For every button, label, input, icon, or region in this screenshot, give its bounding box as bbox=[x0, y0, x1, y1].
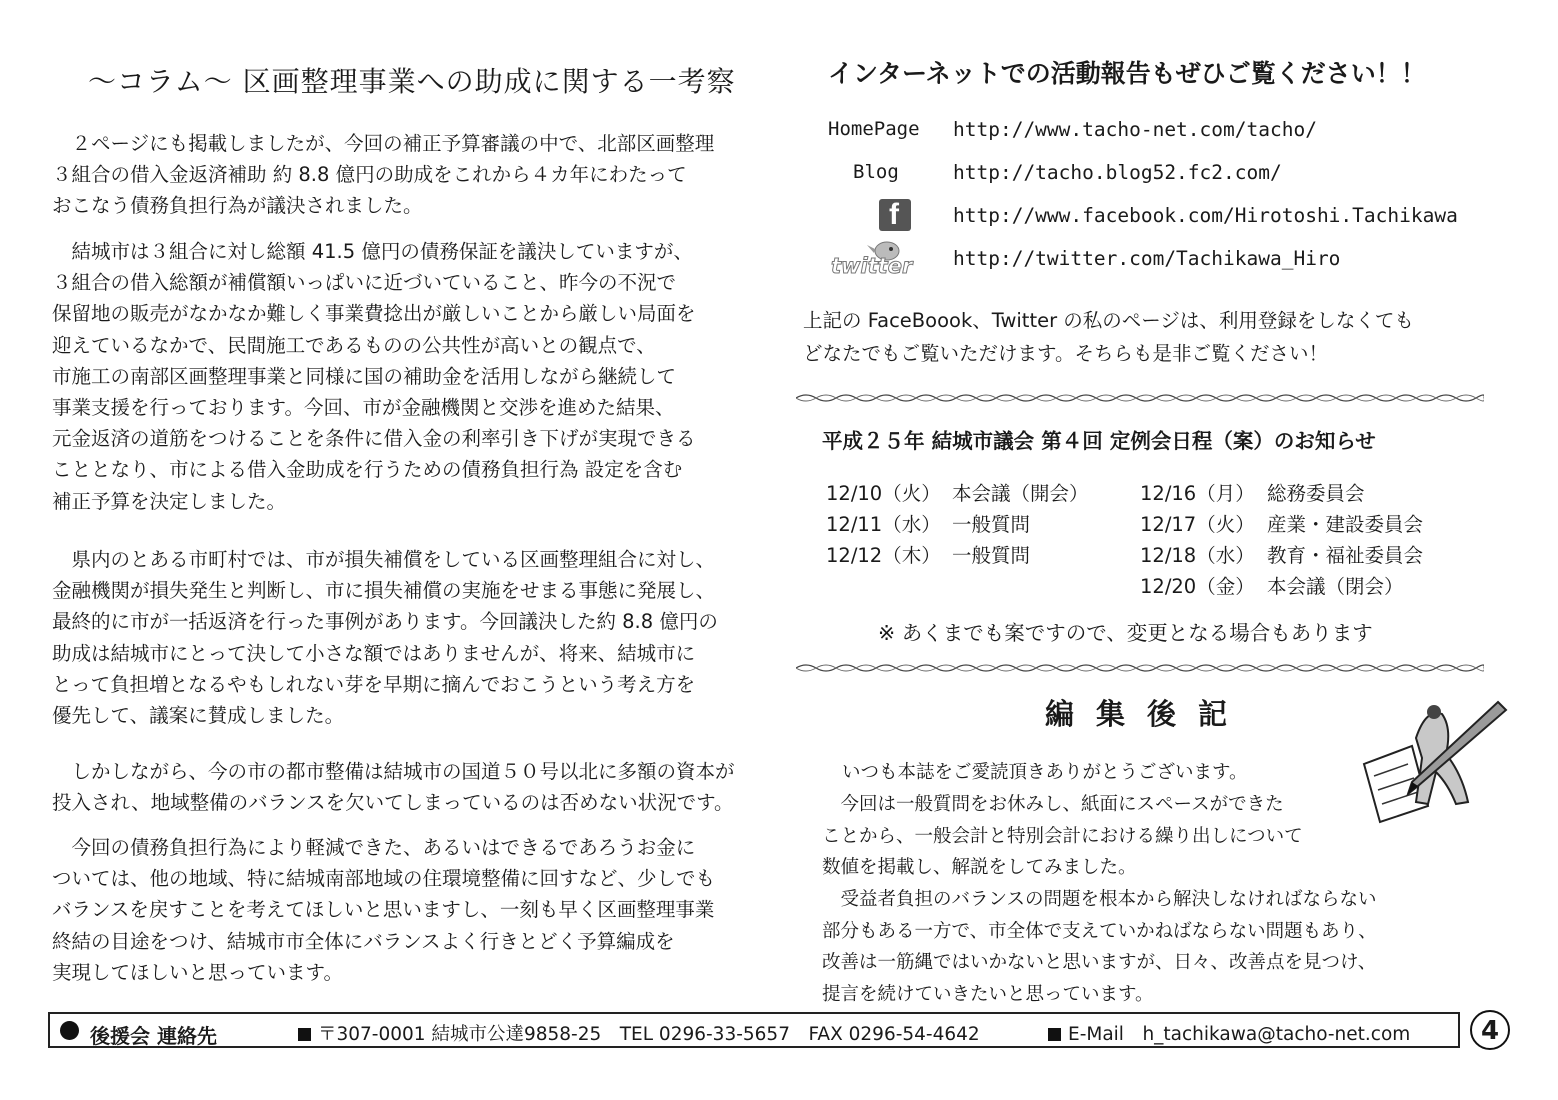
internet-note-line: 上記の FaceBoook、Twitter の私のページは、利用登録をしなくても bbox=[803, 309, 1414, 332]
column-text-line: ３組合の借入総額が補償額いっぱいに近づいていること、昨今の不況で bbox=[52, 271, 677, 295]
schedule-date: 12/17（火） bbox=[1140, 513, 1255, 536]
column-paragraph-3 bbox=[52, 544, 718, 731]
twitter-icon bbox=[829, 240, 923, 278]
page-number: 4 bbox=[1470, 1010, 1510, 1050]
twitter-wordmark: twitter bbox=[831, 254, 913, 278]
schedule-date: 12/11（水） bbox=[826, 513, 941, 536]
editorial-line: 受益者負担のバランスの問題を根本から解決しなければならない bbox=[822, 889, 1377, 910]
schedule-title: 平成２５年 結城市議会 第４回 定例会日程（案）のお知らせ bbox=[822, 429, 1376, 453]
footer-address-text: 〒307-0001 結城市公達9858-25 TEL 0296-33-5657 FAX 0296-54-4642 bbox=[318, 1024, 980, 1045]
schedule-event: 本会議（閉会） bbox=[1267, 575, 1404, 598]
column-text-line: 結城市は３組合に対し総額 41.5 億円の債務保証を議決していますが、 bbox=[52, 240, 693, 263]
vine-divider bbox=[796, 390, 1484, 406]
column-text-line: ３組合の借入金返済補助 約 8.8 億円の助成をこれから４カ年にわたって bbox=[52, 163, 687, 187]
vine-divider bbox=[796, 660, 1484, 676]
square-bullet-icon bbox=[1048, 1028, 1061, 1041]
schedule-note: ※ あくまでも案ですので、変更となる場合もあります bbox=[878, 621, 1373, 645]
column-text-line: とって負担増となるやもしれない芽を早期に摘んでおこうという考え方を bbox=[52, 672, 696, 696]
column-text-line: 迎えているなかで、民間施工であるものの公共性が高いとの観点で、 bbox=[52, 333, 656, 357]
column-title: ～コラム～ 区画整理事業への助成に関する一考察 bbox=[88, 65, 736, 98]
blog-label: Blog bbox=[853, 161, 899, 183]
column-text-line: ついては、他の地域、特に結城南部地域の住環境整備に回すなど、少しでも bbox=[52, 867, 716, 891]
footer-email-text[interactable]: E-Mail h_tachikawa@tacho-net.com bbox=[1068, 1024, 1411, 1045]
column-text-line: 事業支援を行っております。今回、市が金融機関と交渉を進めた結果、 bbox=[52, 395, 675, 419]
column-text-line: 元金返済の道筋をつけることを条件に借入金の利率引き下げが実現できる bbox=[52, 427, 696, 451]
column-text-line: しかしながら、今の市の都市整備は結城市の国道５０号以北に多額の資本が bbox=[52, 760, 735, 783]
editorial-line: 提言を続けていきたいと思っています。 bbox=[822, 984, 1154, 1005]
schedule-event: 一般質問 bbox=[952, 513, 1031, 536]
column-text-line: おこなう債務負担行為が議決されました。 bbox=[52, 194, 423, 218]
column-text-line: 補正予算を決定しました。 bbox=[52, 489, 287, 513]
facebook-icon bbox=[879, 199, 911, 231]
footer-email bbox=[1048, 1020, 1410, 1046]
column-text-line: 保留地の販売がなかなか難しく事業費捻出が厳しいことから厳しい局面を bbox=[52, 302, 696, 326]
schedule-date: 12/10（火） bbox=[826, 482, 941, 505]
editorial-line: 改善は一筋縄ではいかないと思いますが、日々、改善点を見つけ、 bbox=[822, 952, 1377, 973]
schedule-event: 一般質問 bbox=[952, 544, 1031, 567]
editorial-line: 今回は一般質問をお休みし、紙面にスペースができた bbox=[822, 794, 1284, 815]
schedule-event: 本会議（開会） bbox=[952, 482, 1089, 505]
column-paragraph-1 bbox=[52, 128, 714, 222]
column-text-line: バランスを戻すことを考えてほしいと思いますし、一刻も早く区画整理事業 bbox=[52, 898, 715, 922]
internet-note-line: どなたでもご覧いただけます。そちらも是非ご覧ください！ bbox=[803, 342, 1328, 365]
column-text-line: こととなり、市による借入金助成を行うための債務負担行為 設定を含む bbox=[52, 458, 683, 482]
editorial-line: ことから、一般会計と特別会計における繰り出しについて bbox=[822, 826, 1303, 847]
footer-contact-box bbox=[48, 1012, 1460, 1048]
column-text-line: 今回の債務負担行為により軽減できた、あるいはできるであろうお金に bbox=[52, 836, 696, 859]
editorial-line: いつも本誌をご愛読頂きありがとうございます。 bbox=[842, 762, 1248, 783]
editorial-line: 数値を掲載し、解説をしてみました。 bbox=[822, 857, 1137, 878]
editorial-line: 部分もある一方で、市全体で支えていかねばならない問題もあり、 bbox=[822, 921, 1377, 942]
column-text-line: 金融機関が損失発生と判断し、市に損失補償の実施をせまる事態に発展し、 bbox=[52, 579, 716, 603]
blog-link[interactable]: http://tacho.blog52.fc2.com/ bbox=[953, 161, 1282, 184]
column-paragraph-5 bbox=[52, 832, 715, 988]
schedule-date: 12/18（水） bbox=[1140, 544, 1255, 567]
homepage-label: HomePage bbox=[828, 118, 920, 140]
schedule-date: 12/12（木） bbox=[826, 544, 941, 567]
column-text-line: 実現してほしいと思っています。 bbox=[52, 960, 343, 984]
column-text-line: 市施工の南部区画整理事業と同様に国の補助金を活用しながら継続して bbox=[52, 364, 677, 388]
column-text-line: 投入され、地域整備のバランスを欠いてしまっているのは否めない状況です。 bbox=[52, 791, 734, 815]
square-bullet-icon bbox=[298, 1028, 311, 1041]
column-text-line: 優先して、議案に賛成しました。 bbox=[52, 703, 345, 727]
schedule-event: 産業・建設委員会 bbox=[1267, 513, 1424, 536]
editorial-title: 編集後記 bbox=[1045, 697, 1250, 731]
column-text-line: ２ページにも掲載しましたが、今回の補正予算審議の中で、北部区画整理 bbox=[52, 132, 715, 155]
schedule-date: 12/16（月） bbox=[1140, 482, 1255, 505]
facebook-icon-letter: f bbox=[889, 198, 899, 231]
facebook-link[interactable]: http://www.facebook.com/Hirotoshi.Tachikawa bbox=[953, 204, 1458, 227]
schedule-event: 教育・福祉委員会 bbox=[1267, 544, 1424, 567]
column-paragraph-2 bbox=[52, 236, 696, 517]
column-text-line: 県内のとある市町村では、市が損失補償をしている区画整理組合に対し、 bbox=[52, 548, 716, 571]
footer-address bbox=[298, 1020, 980, 1046]
column-text-line: 終結の目途をつけ、結城市市全体にバランスよく行きとどく予算編成を bbox=[52, 929, 675, 953]
column-paragraph-4 bbox=[52, 756, 735, 818]
internet-title: インターネットでの活動報告もぜひご覧ください！！ bbox=[828, 59, 1426, 88]
bullet-icon bbox=[60, 1021, 79, 1040]
column-text-line: 最終的に市が一括返済を行った事例があります。今回議決した約 8.8 億円の bbox=[52, 610, 718, 634]
pen-writer-illustration bbox=[1356, 698, 1508, 826]
footer-org: 後援会 連絡先 bbox=[90, 1024, 217, 1048]
column-text-line: 助成は結城市にとって決して小さな額ではありませんが、将来、結城市に bbox=[52, 641, 696, 665]
schedule-date: 12/20（金） bbox=[1140, 575, 1255, 598]
homepage-link[interactable]: http://www.tacho-net.com/tacho/ bbox=[953, 118, 1317, 141]
schedule-event: 総務委員会 bbox=[1267, 482, 1365, 505]
twitter-link[interactable]: http://twitter.com/Tachikawa_Hiro bbox=[953, 247, 1341, 270]
